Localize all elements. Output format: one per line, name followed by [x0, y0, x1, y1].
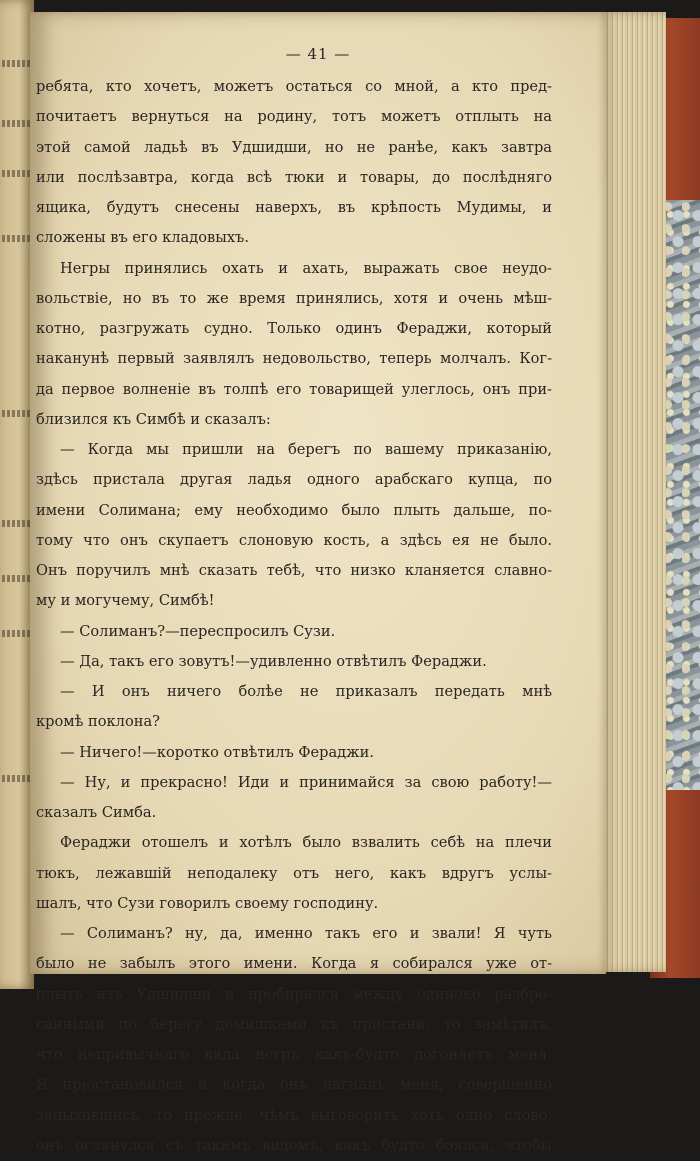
text-line: Я пріостановился и когда онъ нагналъ меня, совершенно	[36, 1076, 552, 1094]
text-line: ящика, будутъ снесены наверхъ, въ крѣпость Мудимы, и	[36, 199, 552, 216]
text-line: близился къ Симбѣ и сказалъ:	[36, 410, 271, 428]
left-page-edge	[0, 0, 34, 989]
text-line: наканунѣ первый заявлялъ недовольство, теперь молчалъ. Ког-	[36, 350, 552, 368]
text-line: Онъ поручилъ мнѣ сказать тебѣ, что низко кланяется славно-	[36, 562, 552, 579]
text-line: да первое волненіе въ толпѣ его товарищей улеглось, онъ при-	[36, 380, 552, 398]
text-line: сказалъ Симба.	[36, 804, 157, 821]
text-line: было не забылъ этого имени. Когда я собирался уже от-	[36, 955, 552, 973]
book-page	[30, 12, 606, 1154]
page-block-edge	[600, 12, 666, 972]
text-line: тому что онъ скупаетъ слоновую кость, а здѣсь ея не было.	[36, 531, 552, 549]
text-line: тюкъ, лежавшій неподалеку отъ него, какъ вдругъ услы-	[36, 864, 552, 882]
text-line: имени Солимана; ему необходимо было плыть дальше, по-	[36, 501, 552, 519]
text-line: — Солиманъ?—переспросилъ Сузи.	[60, 622, 336, 640]
text-line: Фераджи отошелъ и хотѣлъ было взвалить себѣ на плечи	[60, 834, 552, 852]
page-number: — 41 —	[285, 45, 351, 63]
text-line: или послѣзавтра, когда всѣ тюки и товары, до послѣдняго	[36, 168, 552, 186]
text-line: — Ничего!—коротко отвѣтилъ Фераджи.	[60, 743, 374, 761]
text-line: шалъ, что Сузи говорилъ своему господину.	[36, 894, 379, 912]
text-line: котно, разгружать судно. Только одинъ Фераджи, который	[36, 320, 552, 337]
text-line: Негры принялись охать и ахать, выражать свое неудо-	[60, 259, 552, 277]
text-line: кромѣ поклона?	[36, 713, 160, 731]
text-line: санными по берегу домишками къ пристани, то замѣтилъ,	[36, 1015, 552, 1033]
text-line: плыть изъ Удшидши и пробирался между одиноко разбро-	[36, 985, 552, 1003]
text-line: — Да, такъ его зовутъ!—удивленно отвѣтилъ Фераджи.	[60, 652, 487, 670]
text-line: — И онъ ничего болѣе не приказалъ передать мнѣ	[60, 683, 552, 700]
text-line: — Ну, и прекрасно! Иди и принимайся за свою работу!—	[60, 773, 552, 791]
text-line: запыхавшись, то прежде, чѣмъ выговорить хоть одно слово,	[36, 1106, 552, 1124]
page-text	[36, 72, 552, 1161]
text-line: — Когда мы пришли на берегъ по вашему приказанію,	[60, 441, 552, 458]
marbled-endpaper	[664, 200, 700, 790]
text-line: этой самой ладьѣ въ Удшидши, но не ранѣе, какъ завтра	[36, 138, 552, 156]
text-line: му и могучему, Симбѣ!	[36, 592, 215, 610]
text-line: почитаетъ вернуться на родину, тотъ можетъ отплыть на	[36, 108, 552, 126]
text-line: онъ оглянулся съ такимъ видомъ, какъ будто боялся, чтобы	[36, 1136, 552, 1154]
text-line: сложены въ его кладовыхъ.	[36, 229, 249, 247]
text-line: что непривычнаго вида негръ какъ-будто догоняетъ меня.	[36, 1046, 552, 1063]
text-line: вольствіе, но въ то же время принялись, хотя и очень мѣш-	[36, 289, 552, 307]
text-line: здѣсь пристала другая ладья одного арабскаго купца, по	[36, 471, 552, 489]
text-line: ребята, кто хочетъ, можетъ остаться со мной, а кто пред-	[36, 78, 552, 95]
text-line: — Солиманъ? ну, да, именно такъ его и звали! Я чуть	[60, 925, 552, 942]
